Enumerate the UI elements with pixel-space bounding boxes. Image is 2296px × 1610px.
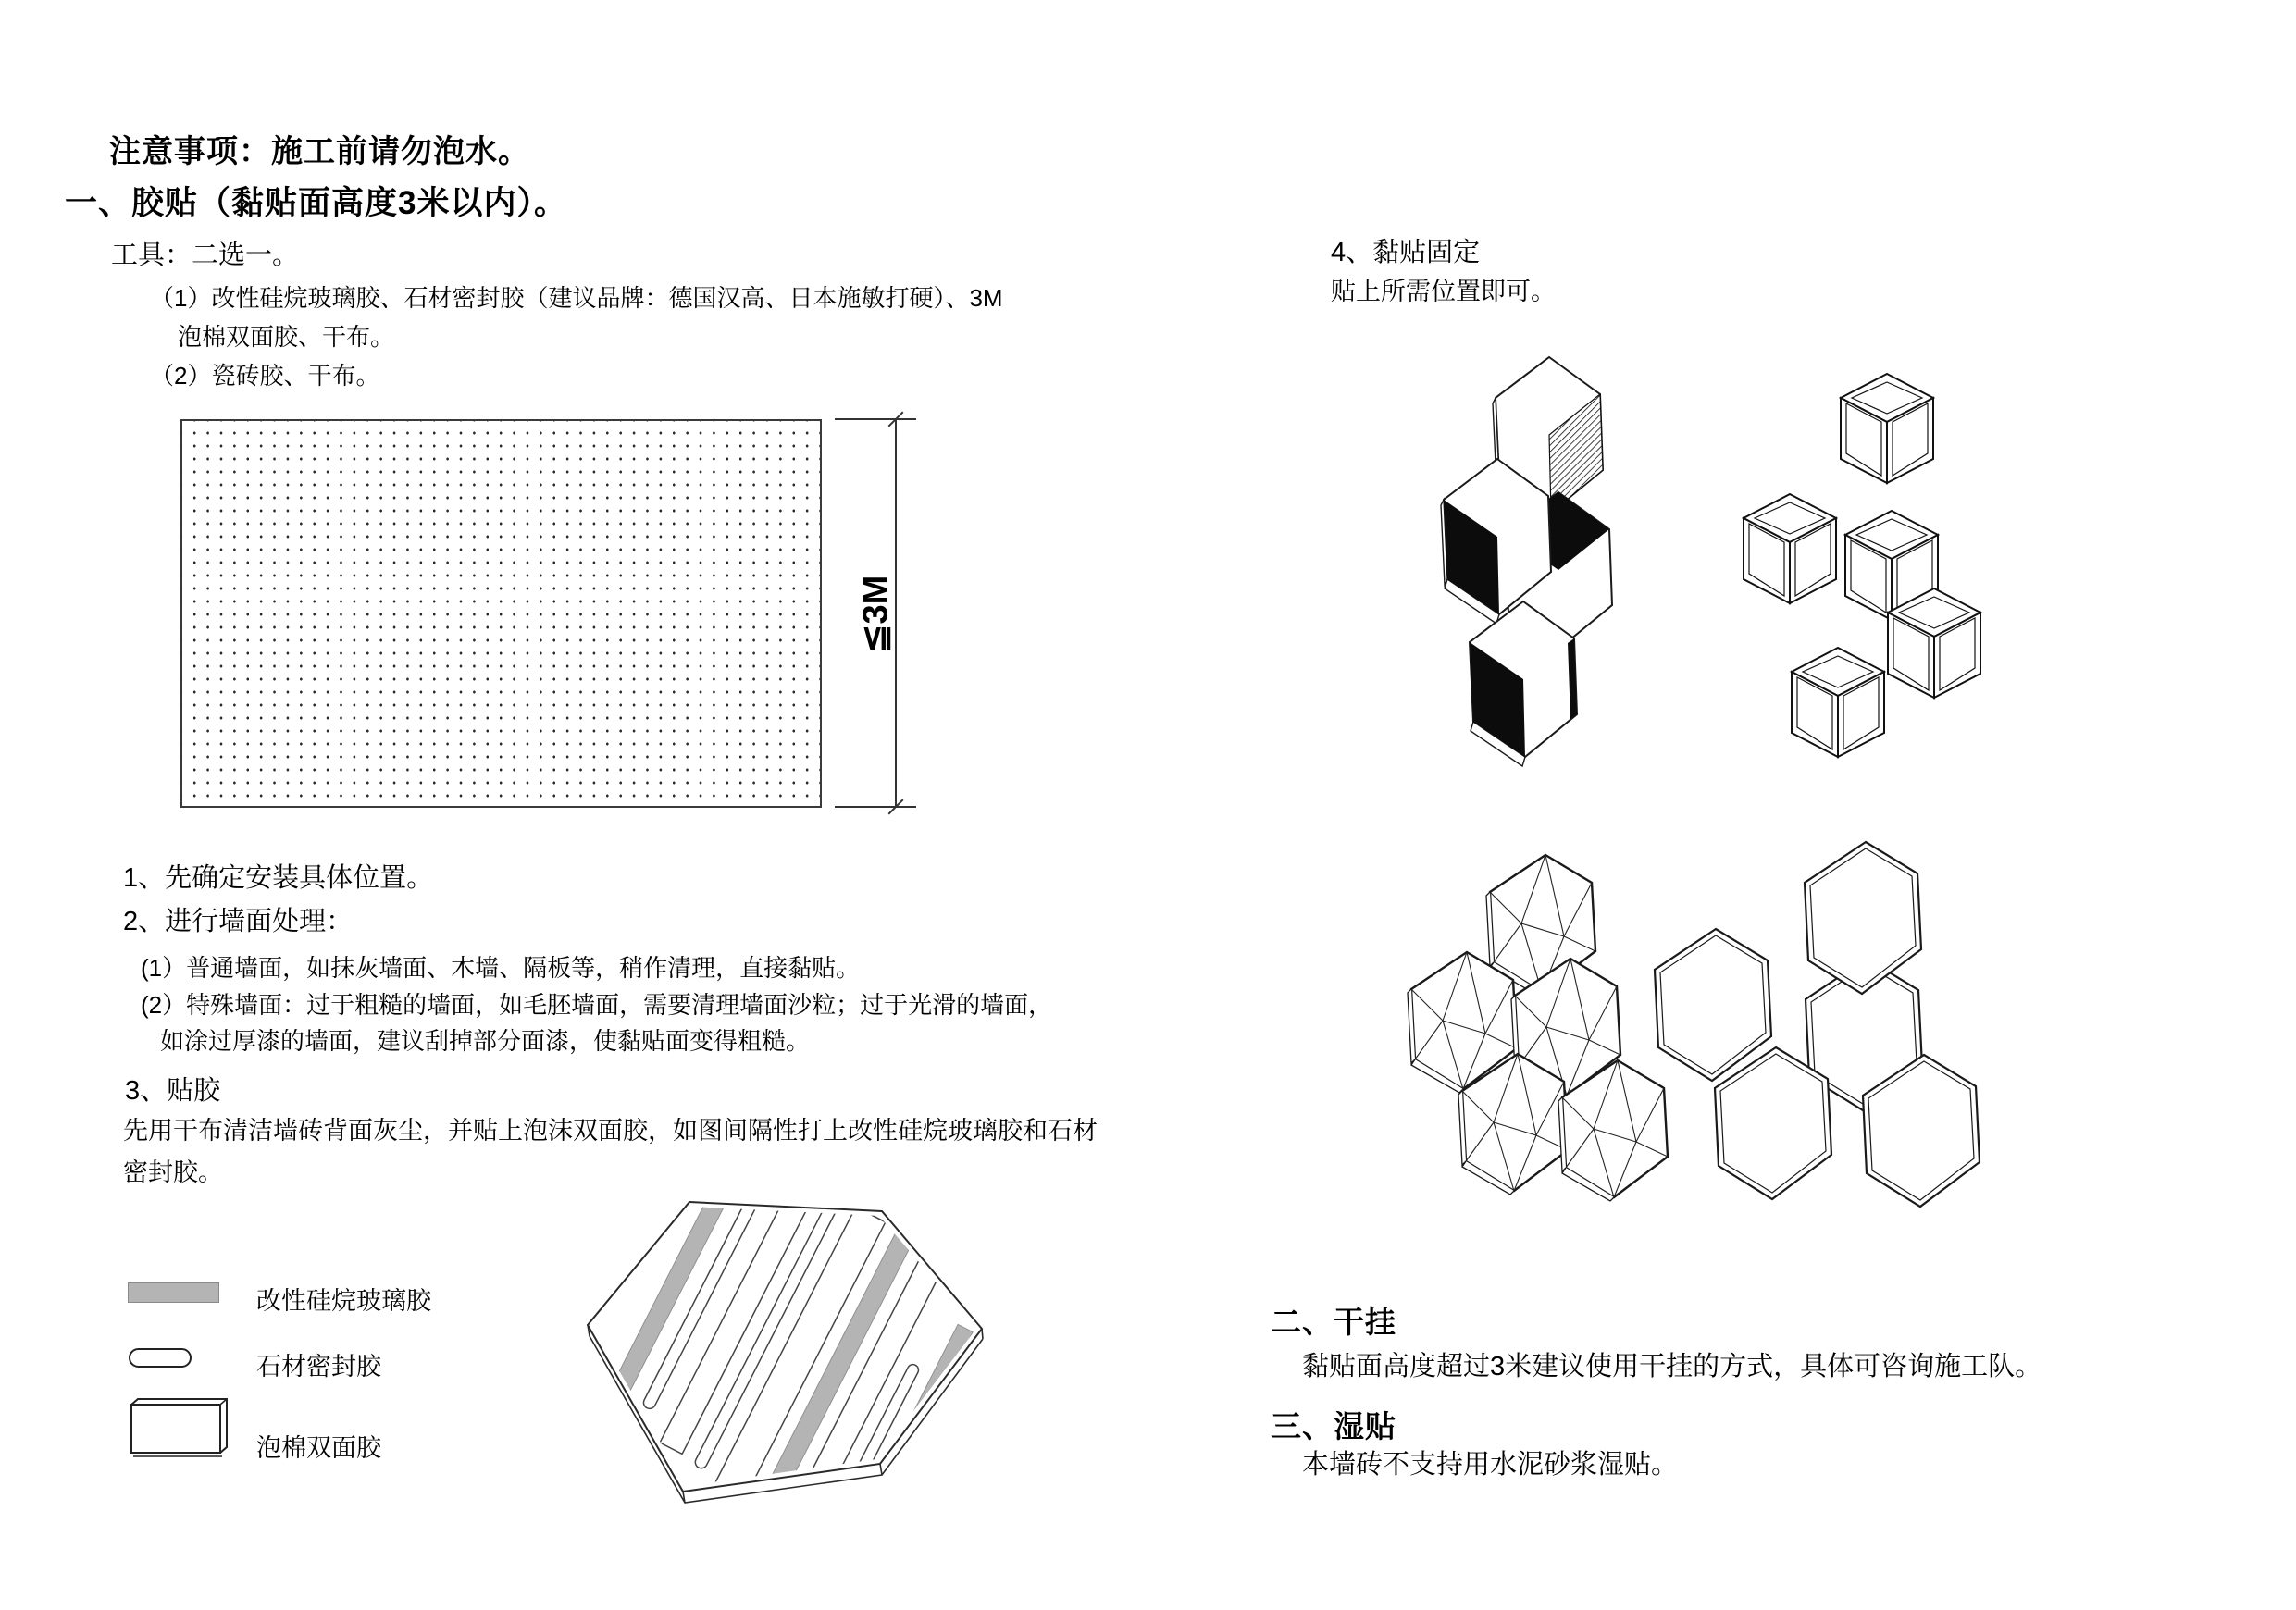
legend-label-glass-glue: 改性硅烷玻璃胶: [256, 1287, 431, 1315]
plain-hex-tiles-diagram: [1622, 840, 1983, 1210]
sealant-bead-swatch: [129, 1348, 192, 1368]
tile-back-glue-diagram: [588, 1197, 986, 1506]
tool-option1-line2: 泡棉双面胶、干布。: [178, 323, 395, 351]
tools-label: 工具：二选一。: [111, 241, 300, 270]
step3-heading: 3、贴胶: [125, 1076, 221, 1106]
height-dimension-label: ≦3M: [856, 575, 895, 654]
step3-line2: 密封胶。: [123, 1158, 223, 1186]
section3-heading: 三、湿贴: [1271, 1409, 1396, 1443]
section1-heading: 一、胶贴（黏贴面高度3米以内）。: [65, 185, 567, 221]
framed-tiles-diagram: [1744, 374, 1980, 762]
step4-heading: 4、黏贴固定: [1331, 238, 1481, 267]
foam-tape-swatch: [129, 1395, 232, 1460]
legend-label-sealant: 石材密封胶: [256, 1353, 381, 1381]
height-dimension-tick-top: [835, 418, 916, 420]
legend-label-foam-tape: 泡棉双面胶: [256, 1434, 381, 1462]
step1-line: 1、先确定安装具体位置。: [123, 863, 434, 893]
tool-option1-line1: （1）改性硅烷玻璃胶、石材密封胶（建议品牌：德国汉高、日本施敏打硬）、3M: [150, 284, 1003, 312]
glued-tiles-diagram: [1442, 355, 1620, 774]
notice-line: 注意事项：施工前请勿泡水。: [109, 134, 530, 169]
tool-option2: （2）瓷砖胶、干布。: [150, 362, 380, 390]
wall-surface-diagram: [180, 419, 822, 808]
height-dimension-tick-bottom: [835, 806, 916, 808]
section2-body: 黏贴面高度超过3米建议使用干挂的方式，具体可咨询施工队。: [1302, 1352, 2042, 1381]
step2-sub2-line2: 如涂过厚漆的墙面，建议刮掉部分面漆，使黏贴面变得粗糙。: [160, 1027, 811, 1055]
step2-sub1: (1）普通墙面，如抹灰墙面、木墙、隔板等，稍作清理，直接黏贴。: [141, 954, 861, 982]
step2-sub2-line1: (2）特殊墙面：过于粗糙的墙面，如毛胚墙面，需要清理墙面沙粒；过于光滑的墙面，: [141, 991, 1053, 1019]
glass-glue-swatch: [128, 1282, 219, 1303]
step3-line1: 先用干布清洁墙砖背面灰尘，并贴上泡沫双面胶，如图间隔性打上改性硅烷玻璃胶和石材: [123, 1117, 1098, 1145]
section3-body: 本墙砖不支持用水泥砂浆湿贴。: [1302, 1450, 1679, 1480]
step4-body: 贴上所需位置即可。: [1331, 278, 1556, 305]
step2-line: 2、进行墙面处理：: [123, 907, 354, 936]
section2-heading: 二、干挂: [1271, 1305, 1396, 1339]
